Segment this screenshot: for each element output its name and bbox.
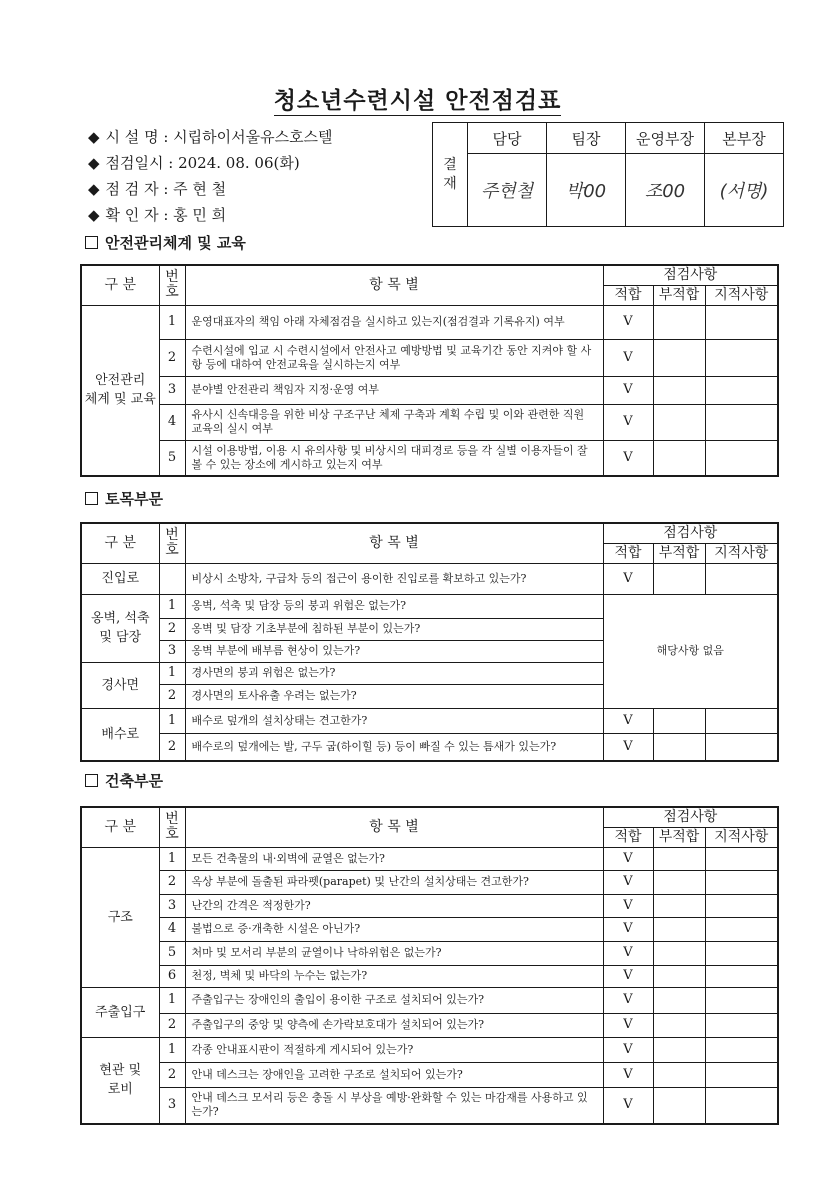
check-ng	[653, 305, 705, 339]
row-item-text: 불법으로 증·개축한 시설은 아닌가?	[185, 917, 603, 941]
check-note	[705, 1013, 778, 1037]
row-category: 옹벽, 석축 및 담장	[81, 594, 159, 662]
checklist-table	[80, 806, 779, 1125]
check-note	[705, 1062, 778, 1087]
role-ops-manager: 운영부장	[626, 123, 705, 154]
not-applicable-note: 해당사항 없음	[603, 594, 778, 708]
row-category: 현관 및 로비	[81, 1037, 159, 1124]
header-number: 번 호	[159, 523, 185, 563]
diamond-bullet-icon: ◆	[88, 128, 100, 146]
row-number: 1	[159, 1037, 185, 1062]
approval-box	[432, 122, 784, 227]
row-number: 4	[159, 917, 185, 941]
confirmer-name: 확 인 자 : 홍 민 희	[105, 206, 227, 224]
check-ok: V	[603, 404, 653, 440]
row-number: 5	[159, 941, 185, 965]
header-ok: 적합	[603, 827, 653, 847]
section-heading	[85, 488, 163, 509]
check-ok: V	[603, 894, 653, 917]
row-number	[159, 563, 185, 594]
row-number: 2	[159, 1062, 185, 1087]
table-row	[81, 376, 778, 404]
header-ok: 적합	[603, 543, 653, 563]
header-inspection: 점검사항	[603, 523, 778, 543]
check-note	[705, 894, 778, 917]
checklist-table	[80, 264, 779, 477]
table-row	[81, 987, 778, 1013]
check-ok: V	[603, 376, 653, 404]
check-ok: V	[603, 1013, 653, 1037]
check-note	[705, 965, 778, 987]
table-row	[81, 305, 778, 339]
checkbox-icon	[85, 774, 98, 787]
header-note: 지적사항	[705, 543, 778, 563]
check-note	[705, 941, 778, 965]
check-ok: V	[603, 733, 653, 761]
inspection-date: 점검일시 : 2024. 08. 06(화)	[105, 154, 300, 172]
check-note	[705, 847, 778, 870]
section-heading	[85, 770, 163, 791]
check-ng	[653, 440, 705, 476]
checkbox-icon	[85, 492, 98, 505]
approval-label: 결 재	[433, 123, 468, 227]
row-number: 2	[159, 1013, 185, 1037]
check-ok: V	[603, 870, 653, 894]
row-item-text: 비상시 소방차, 구급차 등의 접근이 용이한 진입로를 확보하고 있는가?	[185, 563, 603, 594]
table-row	[81, 563, 778, 594]
row-item-text: 주출입구는 장애인의 출입이 용이한 구조로 설치되어 있는가?	[185, 987, 603, 1013]
row-item-text: 처마 및 모서리 부분의 균열이나 낙하위험은 없는가?	[185, 941, 603, 965]
check-ng	[653, 563, 705, 594]
check-ok: V	[603, 1037, 653, 1062]
table-row	[81, 404, 778, 440]
header-category: 구 분	[81, 523, 159, 563]
check-ng	[653, 847, 705, 870]
row-number: 1	[159, 305, 185, 339]
row-number: 2	[159, 618, 185, 640]
header-ng: 부적합	[653, 827, 705, 847]
table-row	[81, 1087, 778, 1124]
table-row	[81, 1062, 778, 1087]
check-ok: V	[603, 987, 653, 1013]
check-note	[705, 404, 778, 440]
inspection-info	[88, 124, 333, 228]
check-ng	[653, 1087, 705, 1124]
row-category: 구조	[81, 847, 159, 987]
row-item-text: 유사시 신속대응을 위한 비상 구조구난 체제 구축과 계획 수립 및 이와 관련한 직원 교육의 실시 여부	[185, 404, 603, 440]
check-note	[705, 440, 778, 476]
role-staff: 담당	[468, 123, 547, 154]
header-number: 번 호	[159, 265, 185, 305]
check-ng	[653, 708, 705, 733]
check-ng	[653, 339, 705, 376]
facility-row	[88, 124, 333, 150]
header-item: 항 목 별	[185, 523, 603, 563]
check-ok: V	[603, 305, 653, 339]
row-number: 1	[159, 662, 185, 684]
row-item-text: 배수로의 덮개에는 발, 구두 굽(하이힐 등) 등이 빠질 수 있는 틈새가 있는가?	[185, 733, 603, 761]
diamond-bullet-icon: ◆	[88, 206, 100, 224]
confirmer-row	[88, 202, 333, 228]
table-row	[81, 1037, 778, 1062]
check-note	[705, 339, 778, 376]
check-note	[705, 917, 778, 941]
document-title: 청소년수련시설 안전점검표	[273, 87, 562, 114]
role-team-lead: 팀장	[547, 123, 626, 154]
check-note	[705, 376, 778, 404]
row-item-text: 시설 이용방법, 이용 시 유의사항 및 비상시의 대피경로 등을 각 실별 이용자들이 잘 볼 수 있는 장소에 게시하고 있는지 여부	[185, 440, 603, 476]
header-inspection: 점검사항	[603, 265, 778, 285]
row-number: 6	[159, 965, 185, 987]
signature-staff: 주현철	[468, 154, 547, 227]
check-ng	[653, 965, 705, 987]
table-row	[81, 708, 778, 733]
row-number: 2	[159, 870, 185, 894]
row-number: 2	[159, 684, 185, 708]
header-ng: 부적합	[653, 543, 705, 563]
check-ng	[653, 1013, 705, 1037]
check-ok: V	[603, 941, 653, 965]
check-ok: V	[603, 708, 653, 733]
row-item-text: 천정, 벽체 및 바닥의 누수는 없는가?	[185, 965, 603, 987]
check-ok: V	[603, 1087, 653, 1124]
header-item: 항 목 별	[185, 807, 603, 847]
row-item-text: 옥상 부분에 돌출된 파라펫(parapet) 및 난간의 설치상태는 견고한가?	[185, 870, 603, 894]
checklist-table	[80, 522, 779, 762]
check-note	[705, 305, 778, 339]
row-category: 안전관리 체계 및 교육	[81, 305, 159, 476]
row-item-text: 분야별 안전관리 책임자 지정·운영 여부	[185, 376, 603, 404]
table-row	[81, 917, 778, 941]
check-ok: V	[603, 563, 653, 594]
row-item-text: 경사면의 붕괴 위험은 없는가?	[185, 662, 603, 684]
check-ok: V	[603, 965, 653, 987]
table-row	[81, 594, 778, 618]
table-row	[81, 847, 778, 870]
header-ok: 적합	[603, 285, 653, 305]
table-row	[81, 440, 778, 476]
row-item-text: 배수로 덮개의 설치상태는 견고한가?	[185, 708, 603, 733]
inspector-name: 점 검 자 : 주 현 철	[105, 180, 227, 198]
table-row	[81, 965, 778, 987]
header-ng: 부적합	[653, 285, 705, 305]
row-number: 3	[159, 376, 185, 404]
section-title: 건축부문	[105, 772, 163, 790]
check-ok: V	[603, 917, 653, 941]
check-ok: V	[603, 847, 653, 870]
check-note	[705, 708, 778, 733]
check-ok: V	[603, 1062, 653, 1087]
row-item-text: 모든 건축물의 내·외벽에 균열은 없는가?	[185, 847, 603, 870]
check-ng	[653, 1062, 705, 1087]
check-note	[705, 1087, 778, 1124]
table-row	[81, 733, 778, 761]
header-inspection: 점검사항	[603, 807, 778, 827]
check-note	[705, 870, 778, 894]
header-note: 지적사항	[705, 285, 778, 305]
header-note: 지적사항	[705, 827, 778, 847]
check-ok: V	[603, 440, 653, 476]
check-ok: V	[603, 339, 653, 376]
table-row	[81, 941, 778, 965]
row-item-text: 난간의 간격은 적정한가?	[185, 894, 603, 917]
row-item-text: 옹벽 부분에 배부름 현상이 있는가?	[185, 640, 603, 662]
checkbox-icon	[85, 236, 98, 249]
signature-team-lead: 박00	[547, 154, 626, 227]
row-number: 5	[159, 440, 185, 476]
row-item-text: 수련시설에 입교 시 수련시설에서 안전사고 예방방법 및 교육기간 동안 지켜야 할 사항 등에 대하여 안전교육을 실시하는지 여부	[185, 339, 603, 376]
row-number: 3	[159, 640, 185, 662]
check-note	[705, 733, 778, 761]
row-number: 1	[159, 708, 185, 733]
signature-division-head: (서명)	[705, 154, 784, 227]
diamond-bullet-icon: ◆	[88, 154, 100, 172]
section-title: 안전관리체계 및 교육	[105, 234, 246, 252]
check-ng	[653, 733, 705, 761]
signature-ops-manager: 조00	[626, 154, 705, 227]
row-category: 경사면	[81, 662, 159, 708]
check-ng	[653, 870, 705, 894]
row-category: 배수로	[81, 708, 159, 761]
row-number: 1	[159, 594, 185, 618]
row-category: 주출입구	[81, 987, 159, 1037]
date-row	[88, 150, 333, 176]
row-number: 3	[159, 894, 185, 917]
row-item-text: 경사면의 토사유출 우려는 없는가?	[185, 684, 603, 708]
check-ng	[653, 894, 705, 917]
check-note	[705, 987, 778, 1013]
table-row	[81, 1013, 778, 1037]
table-row	[81, 339, 778, 376]
row-number: 1	[159, 847, 185, 870]
row-category: 진입로	[81, 563, 159, 594]
header-number: 번 호	[159, 807, 185, 847]
table-row	[81, 870, 778, 894]
check-ng	[653, 987, 705, 1013]
header-category: 구 분	[81, 807, 159, 847]
role-division-head: 본부장	[705, 123, 784, 154]
check-ng	[653, 376, 705, 404]
row-item-text: 운영대표자의 책임 아래 자체점검을 실시하고 있는지(점검결과 기록유지) 여부	[185, 305, 603, 339]
check-ng	[653, 1037, 705, 1062]
row-number: 4	[159, 404, 185, 440]
row-item-text: 안내 데스크는 장애인을 고려한 구조로 설치되어 있는가?	[185, 1062, 603, 1087]
check-ng	[653, 404, 705, 440]
row-item-text: 옹벽 및 담장 기초부분에 침하된 부분이 있는가?	[185, 618, 603, 640]
section-title: 토목부문	[105, 490, 163, 508]
row-item-text: 안내 데스크 모서리 등은 충돌 시 부상을 예방·완화할 수 있는 마감재를 사용하고 있는가?	[185, 1087, 603, 1124]
facility-name: 시 설 명 : 시립하이서울유스호스텔	[105, 128, 333, 146]
check-note	[705, 563, 778, 594]
inspector-row	[88, 176, 333, 202]
check-ng	[653, 941, 705, 965]
diamond-bullet-icon: ◆	[88, 180, 100, 198]
header-item: 항 목 별	[185, 265, 603, 305]
section-heading	[85, 232, 246, 253]
row-number: 1	[159, 987, 185, 1013]
row-number: 2	[159, 733, 185, 761]
check-ng	[653, 917, 705, 941]
table-row	[81, 894, 778, 917]
row-number: 3	[159, 1087, 185, 1124]
row-item-text: 옹벽, 석축 및 담장 등의 붕괴 위험은 없는가?	[185, 594, 603, 618]
header-category: 구 분	[81, 265, 159, 305]
row-number: 2	[159, 339, 185, 376]
row-item-text: 주출입구의 중앙 및 양측에 손가락보호대가 설치되어 있는가?	[185, 1013, 603, 1037]
check-note	[705, 1037, 778, 1062]
row-item-text: 각종 안내표시판이 적절하게 게시되어 있는가?	[185, 1037, 603, 1062]
